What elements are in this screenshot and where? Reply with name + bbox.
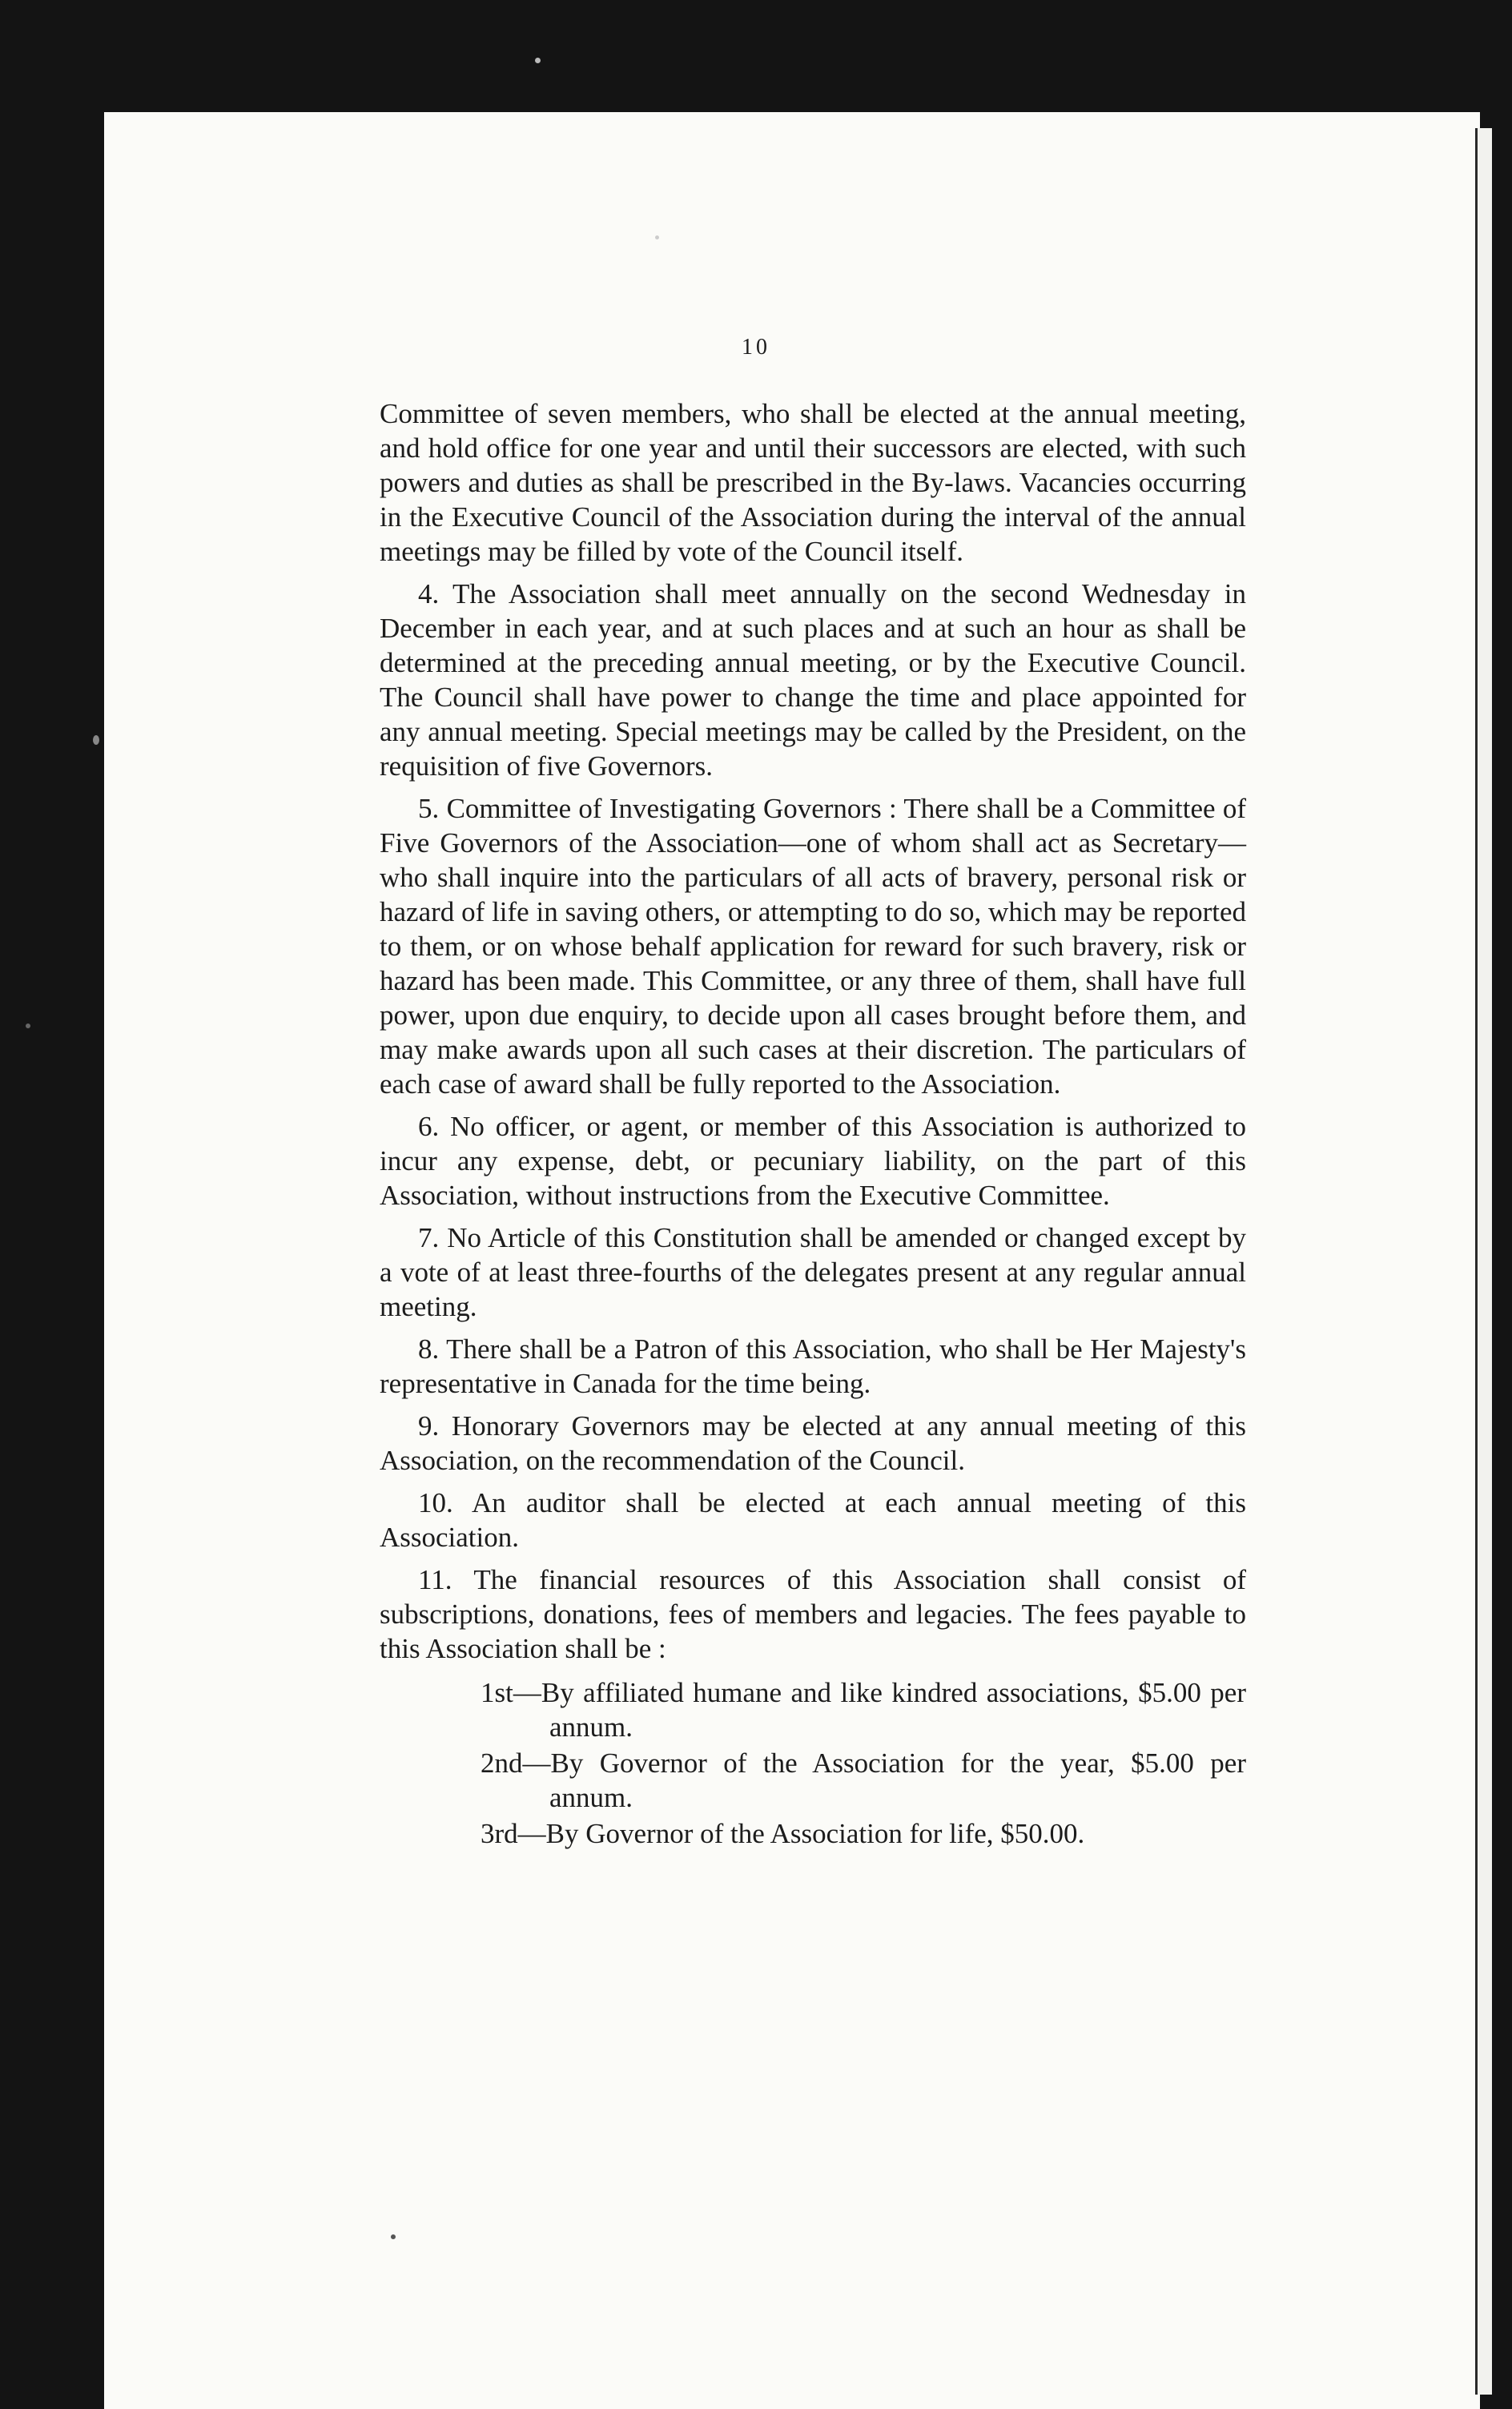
dust-speck	[26, 1024, 30, 1028]
dust-speck	[391, 2234, 396, 2239]
article-11: 11. The financial resources of this Association shall consist of subscriptions, donations, fees of members and legacies. The fees payable to this Association shall be :	[380, 1564, 1246, 1664]
body-text	[380, 396, 1246, 1852]
dust-speck	[535, 58, 541, 63]
article-4: 4. The Association shall meet annually on the second Wednesday in December in each year, and at such places and at such an hour as shall be determined at the preceding annual meeting, or by the Executive Council. The Council shall have power to change the time and place appointed for any annual meeting. Special meetings may be called by the President, on the requisition of five Governors.	[380, 578, 1246, 782]
fee-item-1st: 1st—By affiliated humane and like kindred associations, $5.00 per annum.	[481, 1677, 1246, 1743]
article-6: 6. No officer, or agent, or member of this Association is authorized to incur any expense, debt, or pecuniary liability, on the part of this Association, without instructions from the Executive Committee.	[380, 1111, 1246, 1211]
fee-list	[481, 1675, 1246, 1851]
article-5: 5. Committee of Investigating Governors : There shall be a Committee of Five Governors of the Association—one of whom shall act as Secretary—who shall inquire into the particulars of all acts of bravery, personal risk or hazard of life in saving others, or attempting to do so, which may be reported to them, or on whose behalf application for reward for such bravery, risk or hazard has been made. This Committee, or any three of them, shall have full power, upon due enquiry, to decide upon all cases brought before them, and may make awards upon all such cases at their discretion. The particulars of each case of award shall be fully reported to the Association.	[380, 793, 1246, 1100]
article-9: 9. Honorary Governors may be elected at any annual meeting of this Association, on the recommendation of the Council.	[380, 1410, 1246, 1476]
article-10: 10. An auditor shall be elected at each annual meeting of this Association.	[380, 1487, 1246, 1553]
fee-item-2nd: 2nd—By Governor of the Association for the year, $5.00 per annum.	[481, 1747, 1246, 1813]
fee-item-3rd: 3rd—By Governor of the Association for life, $50.00.	[481, 1818, 1085, 1849]
dust-speck	[655, 235, 659, 239]
page-number: 10	[742, 335, 770, 360]
paragraph-continuation: Committee of seven members, who shall be elected at the annual meeting, and hold office for one year and until their successors are elected, with such powers and duties as shall be prescribed in the By-laws. Vacancies occurring in the Executive Council of the Association during the interval of the annual meetings may be filled by vote of the Council itself.	[380, 398, 1246, 567]
adjacent-page-edge	[1475, 128, 1492, 2395]
dust-speck	[93, 735, 99, 745]
article-7: 7. No Article of this Constitution shall be amended or changed except by a vote of at least three-fourths of the delegates present at any regular annual meeting.	[380, 1222, 1246, 1322]
article-8: 8. There shall be a Patron of this Association, who shall be Her Majesty's representative in Canada for the time being.	[380, 1333, 1246, 1399]
